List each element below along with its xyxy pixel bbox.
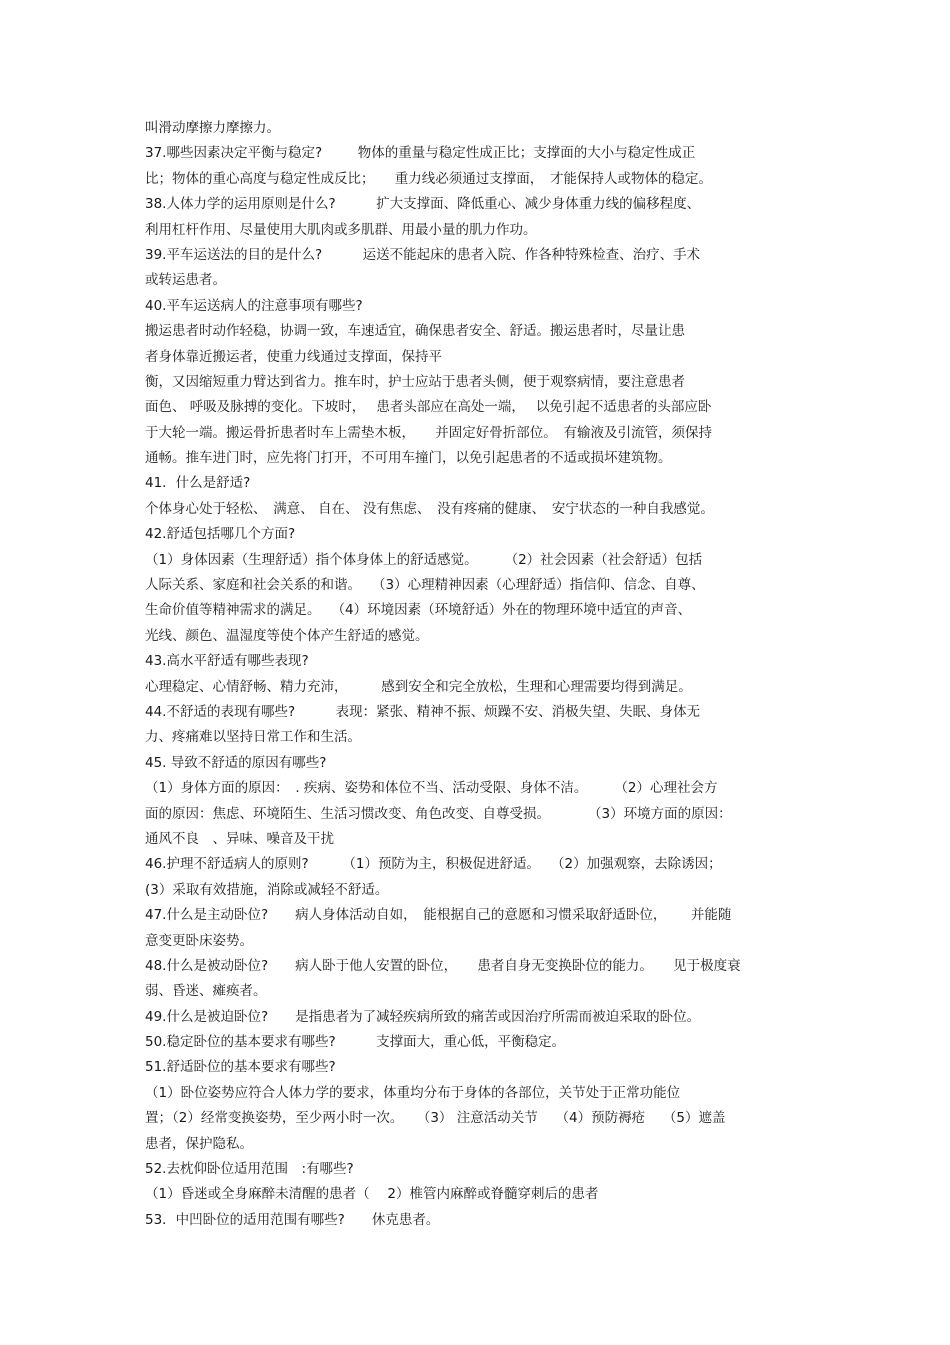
text-line: 46.护理不舒适病人的原则? （1）预防为主，积极促进舒适。 （2）加强观察，去除诱因； (145, 856, 722, 873)
text-line: 光线、颜色、温湿度等使个体产生舒适的感觉。 (145, 627, 429, 644)
text-line: 生命价值等精神需求的满足。 （4）环境因素（环境舒适）外在的物理环境中适宜的声音、 (145, 602, 692, 619)
text-line: 47.什么是主动卧位? 病人身体活动自如， 能根据自己的意愿和习惯采取舒适卧位， 并能随 (145, 907, 732, 924)
text-line: 意变更卧床姿势。 (145, 932, 253, 949)
text-line: 叫滑动摩擦力摩擦力。 (145, 120, 280, 136)
document-body (145, 116, 820, 1233)
text-line: 37.哪些因素决定平衡与稳定? 物体的重量与稳定性成正比；支撑面的大小与稳定性成正 (145, 145, 696, 162)
text-line: （1）身体因素（生理舒适）指个体身体上的舒适感觉。 （2）社会因素（社会舒适）包括 (145, 551, 703, 568)
text-line: 弱、昏迷、瘫痪者。 (145, 983, 267, 1000)
text-line: 搬运患者时动作轻稳，协调一致，车速适宜，确保患者安全、舒适。搬运患者时，尽量让患 (145, 323, 685, 340)
text-line: 52.去枕仰卧位适用范围 :有哪些? (145, 1161, 354, 1178)
text-line: 面的原因：焦虑、环境陌生、生活习惯改变、角色改变、自尊受损。 （3）环境方面的原因： (145, 805, 732, 822)
text-line: 通畅。推车进门时，应先将门打开，不可用车撞门，以免引起患者的不适或损坏建筑物。 (145, 450, 672, 467)
text-line: 于大轮一端。搬运骨折患者时车上需垫木板， 并固定好骨折部位。 有输液及引流管，须保持 (145, 424, 712, 441)
text-line: 力、疼痛难以坚持日常工作和生活。 (145, 729, 361, 746)
text-line: 面色、 呼吸及脉搏的变化。下坡时， 患者头部应在高处一端， 以免引起不适患者的头部应卧 (145, 399, 712, 416)
text-line: 衡，又因缩短重力臂达到省力。推车时，护士应站于患者头侧，便于观察病情，要注意患者 (145, 373, 685, 390)
text-line: 42.舒适包括哪几个方面? (145, 526, 296, 543)
text-line: 心理稳定、心情舒畅、精力充沛， 感到安全和完全放松，生理和心理需要均得到满足。 (145, 678, 692, 695)
text-line: 40.平车运送病人的注意事项有哪些? (145, 297, 363, 314)
text-line: 通风不良 、异味、噪音及干扰 (145, 830, 334, 847)
text-line: 43.高水平舒适有哪些表现? (145, 653, 309, 670)
text-line: 41．什么是舒适? (145, 475, 251, 492)
text-line: 44.不舒适的表现有哪些? 表现：紧张、精神不振、烦躁不安、消极失望、失眠、身体无 (145, 703, 701, 720)
text-line: 或转运患者。 (145, 272, 226, 289)
text-line: 者身体靠近搬运者，使重力线通过支撑面，保持平 (145, 348, 442, 365)
text-line: 38.人体力学的运用原则是什么? 扩大支撑面、降低重心、减少身体重力线的偏移程度、 (145, 196, 701, 213)
text-line: （1）昏迷或全身麻醉未清醒的患者（ 2）椎管内麻醉或脊髓穿刺后的患者 (145, 1186, 599, 1203)
text-line: 49.什么是被迫卧位? 是指患者为了减轻疾病所致的痛苦或因治疗所需而被迫采取的卧位。 (145, 1008, 701, 1025)
text-line: 比；物体的重心高度与稳定性成反比； 重力线必须通过支撑面， 才能保持人或物体的稳定。 (145, 170, 712, 187)
text-line: （1）身体方面的原因： . 疾病、姿势和体位不当、活动受限、身体不洁。 （2）心理社会方 (145, 780, 718, 797)
text-line: 53．中凹卧位的适用范围有哪些? 休克患者。 (145, 1211, 440, 1228)
text-line: 45. 导致不舒适的原因有哪些? (145, 754, 327, 771)
text-line: 患者，保护隐私。 (145, 1135, 253, 1152)
text-line: (3）采取有效措施，消除或减轻不舒适。 (145, 881, 389, 898)
text-line: 置；（2）经常变换姿势，至少两小时一次。 （3） 注意活动关节 （4）预防褥疮 （5）遮盖 (145, 1110, 726, 1127)
text-line: 个体身心处于轻松、 满意、 自在、 没有焦虑、 没有疼痛的健康、 安宁状态的一种自我感觉。 (145, 500, 714, 517)
text-line: （1）卧位姿势应符合人体力学的要求，体重均分布于身体的各部位，关节处于正常功能位 (145, 1084, 681, 1101)
text-line: 48.什么是被动卧位? 病人卧于他人安置的卧位， 患者自身无变换卧位的能力。 见于极度衰 (145, 957, 741, 974)
text-line: 51.舒适卧位的基本要求有哪些? (145, 1059, 336, 1076)
text-line: 50.稳定卧位的基本要求有哪些? 支撑面大，重心低，平衡稳定。 (145, 1034, 566, 1051)
text-line: 利用杠杆作用、尽量使用大肌肉或多肌群、用最小量的肌力作功。 (145, 221, 537, 238)
text-line: 人际关系、家庭和社会关系的和谐。 （3）心理精神因素（心理舒适）指信仰、信念、自尊、 (145, 577, 705, 594)
text-line: 39.平车运送法的目的是什么? 运送不能起床的患者入院、作各种特殊检查、治疗、手术 (145, 246, 701, 263)
